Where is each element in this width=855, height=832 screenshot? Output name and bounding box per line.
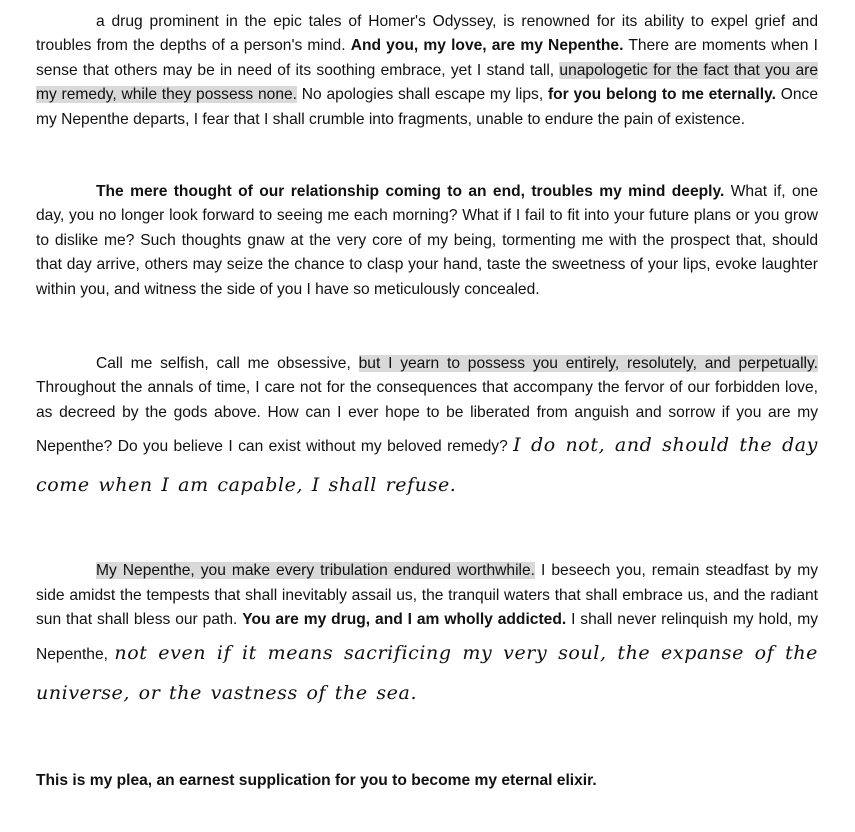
text-span: No apologies shall escape my lips, — [297, 86, 548, 104]
text-span: What if, one day, you no longer look forward to seeing me each morning? What if I fail to fit into your future plans or you grow to dislike me? Such thoughts gnaw at the very core of my being, tormenting me with the prospect that, should that day arrive, others may seize the chance to clasp your hand, taste the sweetness of your lips, evoke laughter within you, and witness the side of you I have so meticulously concealed. — [36, 183, 818, 298]
text-span: Throughout the annals of time, I care not for the consequences that accompany the fervor of our forbidden love, as decreed by the gods above. How can I ever hope to be liberated from anguish and sorrow if you are my Nepenthe? Do you believe I can exist without my beloved remedy? — [36, 379, 818, 456]
bold-text: The mere thought of our relationship coming to an end, troubles my mind deeply. — [96, 183, 725, 201]
bold-text: This is my plea, an earnest supplication for you to become my eternal elixir. — [36, 771, 597, 789]
script-text: not even if it means sacrificing my very soul, the expanse of the universe, or the vastness of the sea. — [36, 641, 819, 704]
bold-text: And you, my love, are my Nepenthe. — [350, 37, 624, 55]
paragraph-plea — [36, 769, 818, 793]
script-text: I do not, and should the day come when I am capable, I shall refuse. — [36, 434, 818, 497]
highlighted-text: but I yearn to possess you entirely, resolutely, and perpetually. — [358, 355, 818, 373]
document-page — [36, 10, 818, 793]
highlighted-text: My Nepenthe, you make every tribulation endured worthwhile. — [96, 562, 536, 580]
text-span: a drug prominent in the epic tales of Homer's Odyssey, is renowned for its ability to expel grief and troubles from the depths of a person's mind. — [36, 13, 818, 55]
bold-text: for you belong to me eternally. — [547, 86, 776, 104]
bold-text: You are my drug, and I am wholly addicted. — [242, 611, 567, 629]
highlighted-text: unapologetic for the fact that you are my remedy, while they possess none. — [36, 61, 819, 104]
text-span: I shall never relinquish my hold, my Nepenthe, — [36, 611, 819, 663]
paragraph-relationship-end — [36, 180, 818, 302]
text-span: Once my Nepenthe departs, I fear that I shall crumble into fragments, unable to endure the pain of existence. — [36, 86, 818, 128]
text-span: I beseech you, remain steadfast by my side amidst the tempests that shall inevitably assail us, the tranquil waters that shall embrace us, and the radiant sun that shall bless our path. — [36, 562, 818, 629]
text-span: Call me selfish, call me obsessive, — [96, 355, 359, 373]
paragraph-tribulation — [36, 559, 818, 712]
paragraph-nepenthe-intro — [36, 10, 818, 132]
text-span: There are moments when I sense that others may be in need of its soothing embrace, yet I stand tall, — [36, 37, 818, 79]
paragraph-selfish — [36, 352, 818, 505]
